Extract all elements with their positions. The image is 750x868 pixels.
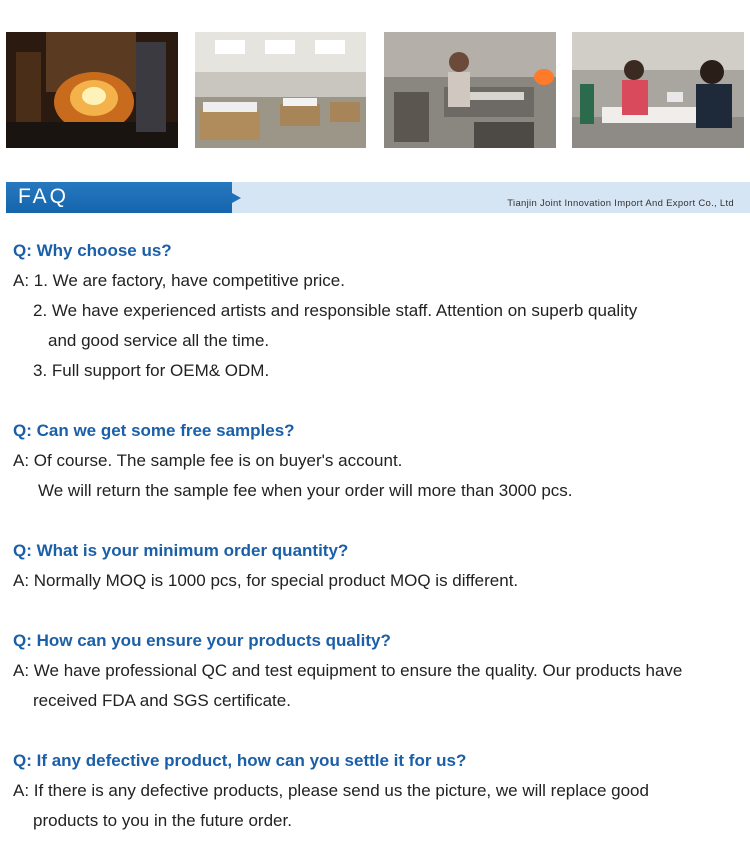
faq-list: [13, 238, 743, 868]
faq-item: [13, 628, 743, 718]
faq-answer-line: products to you in the future order.: [33, 811, 292, 830]
faq-answer-line: 3. Full support for OEM& ODM.: [33, 361, 270, 380]
faq-question: Q: If any defective product, how can you settle it for us?: [13, 751, 467, 770]
faq-answer-line: received FDA and SGS certificate.: [33, 691, 291, 710]
company-name: Tianjin Joint Innovation Import And Export Co., Ltd: [507, 198, 734, 209]
faq-answer-line: A: Of course. The sample fee is on buyer's account.: [13, 451, 403, 470]
faq-answer-line: and good service all the time.: [48, 331, 270, 350]
faq-item: [13, 418, 743, 508]
faq-tab: [6, 182, 232, 213]
faq-header-bar: [6, 182, 750, 213]
workers-photo: [572, 32, 744, 148]
factory-photo-strip: [0, 32, 750, 148]
faq-question: Q: How can you ensure your products quality?: [13, 631, 391, 650]
faq-question: Q: What is your minimum order quantity?: [13, 541, 349, 560]
faq-answer-line: 2. We have experienced artists and responsible staff. Attention on superb quality: [33, 301, 638, 320]
faq-item: [13, 748, 743, 838]
faq-title: FAQ: [18, 185, 70, 208]
warehouse-photo: [195, 32, 366, 148]
tab-arrow-icon: [232, 193, 241, 203]
faq-item: [13, 538, 743, 598]
faq-answer-line: A: If there is any defective products, please send us the picture, we will replace good: [13, 781, 649, 800]
faq-question: Q: Why choose us?: [13, 241, 172, 260]
faq-answer-line: A: We have professional QC and test equipment to ensure the quality. Our products have: [13, 661, 683, 680]
faq-answer-line: We will return the sample fee when your order will more than 3000 pcs.: [38, 481, 573, 500]
furnace-photo: [6, 32, 178, 148]
faq-item: [13, 238, 743, 388]
faq-answer-line: A: Normally MOQ is 1000 pcs, for special product MOQ is different.: [13, 571, 519, 590]
workshop-photo: [384, 32, 556, 148]
faq-answer-line: A: 1. We are factory, have competitive price.: [13, 271, 345, 290]
faq-question: Q: Can we get some free samples?: [13, 421, 295, 440]
